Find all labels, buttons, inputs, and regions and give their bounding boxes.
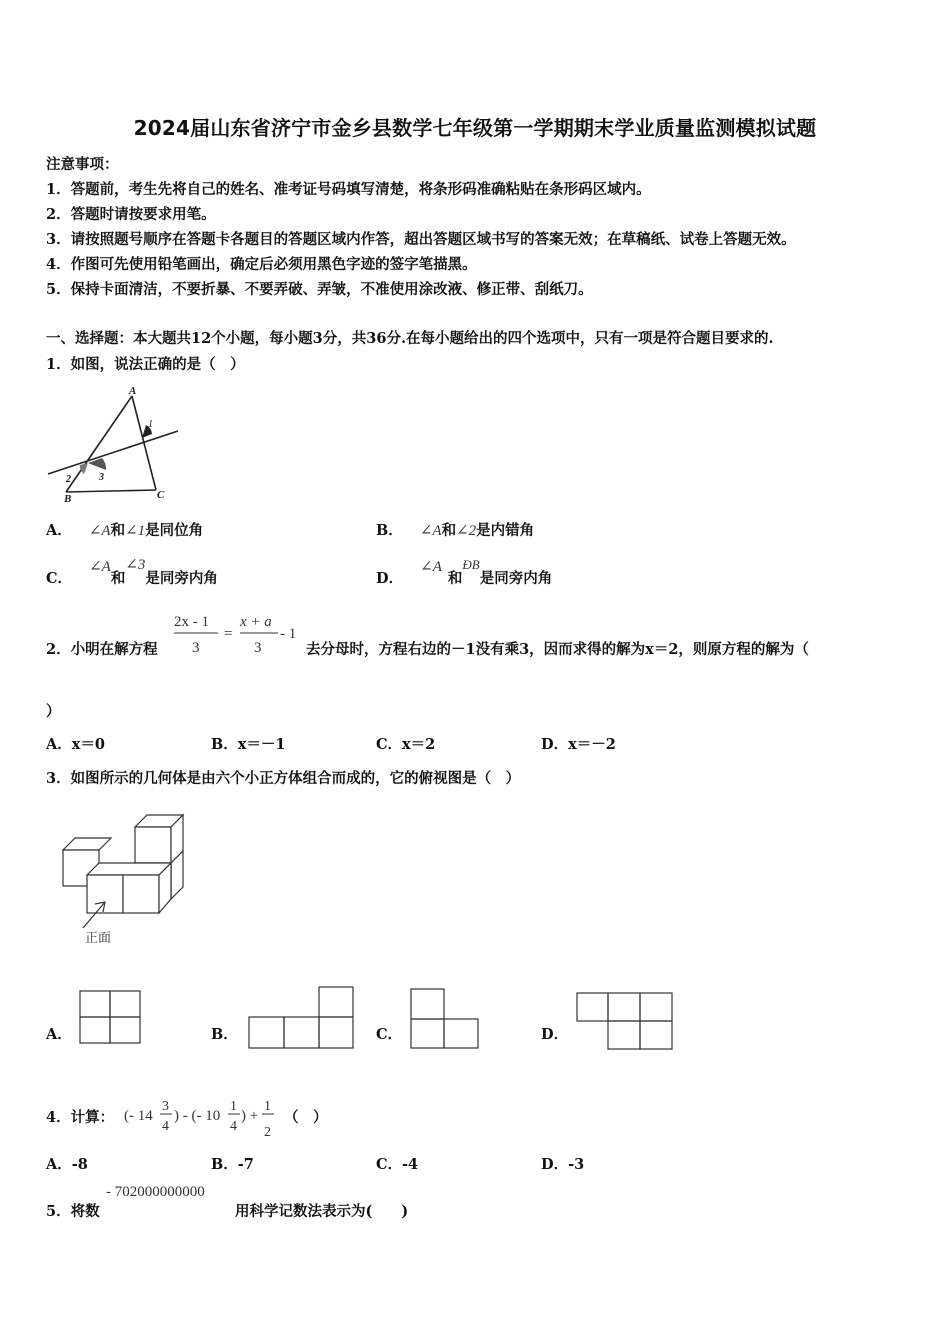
notice-item-5: 5．保持卡面清洁，不要折暴、不要弄破、弄皱，不准使用涂改液、修正带、刮纸刀。 [46, 281, 593, 298]
q3-stem: 3．如图所示的几何体是由六个小正方体组合而成的，它的俯视图是（ ） [46, 770, 521, 787]
q3-cubes [63, 815, 183, 913]
q4-frac1-num: 3 [162, 1099, 169, 1114]
q2-option-b[interactable]: B．x＝－1 [211, 736, 286, 753]
q4-option-b[interactable]: B．-7 [211, 1156, 254, 1173]
q4-frac2-num: 1 [230, 1099, 237, 1114]
q4-frac3-num: 1 [264, 1099, 271, 1114]
q4-part-3: ) + [241, 1108, 259, 1124]
q1-transversal [48, 431, 178, 474]
q1-label-B: B [64, 493, 72, 504]
q2-equation [170, 608, 306, 660]
q4-frac2-den: 4 [230, 1119, 237, 1134]
q1-option-a[interactable]: A． ∠A和∠1是同位角 [46, 522, 204, 539]
q4-expression [122, 1092, 280, 1140]
q5-stem-before: 5．将数 [46, 1203, 100, 1220]
q1-triangle-figure [44, 382, 184, 504]
q3-option-c[interactable]: C． [376, 1026, 403, 1043]
section-heading: 一、选择题：本大题共12个小题，每小题3分，共36分.在每小题给出的四个选项中，只有一项是符合题目要求的. [46, 330, 774, 347]
q1-label-2: 2 [66, 474, 71, 485]
q2-stem-before: 2．小明在解方程 [46, 641, 158, 658]
q3-option-c-view[interactable] [410, 988, 482, 1050]
q3-option-b-view[interactable] [248, 986, 356, 1050]
page-title: 2024届山东省济宁市金乡县数学七年级第一学期期末学业质量监测模拟试题 [133, 116, 817, 140]
q2-left-denominator: 3 [192, 640, 200, 656]
notice-item-2: 2．答题时请按要求用笔。 [46, 206, 216, 223]
q1-label-3: 3 [99, 472, 104, 483]
notice-heading: 注意事项： [46, 156, 119, 173]
q2-left-numerator: 2x - 1 [174, 614, 209, 630]
q4-paren: （ ） [284, 1109, 328, 1126]
q4-option-a[interactable]: A．-8 [46, 1156, 88, 1173]
q4-part-2: ) - (- 10 [174, 1108, 221, 1124]
notice-item-4: 4．作图可先使用铅笔画出，确定后必须用黑色字迹的签字笔描黑。 [46, 256, 477, 273]
q5-number: - 702000000000 [106, 1184, 205, 1200]
q3-option-a[interactable]: A． [46, 1026, 72, 1043]
q3-option-d[interactable]: D． [541, 1026, 569, 1043]
q2-tail: - 1 [280, 626, 297, 642]
q1-label-C: C [157, 489, 165, 501]
q4-option-d[interactable]: D．-3 [541, 1156, 585, 1173]
q2-equals: = [224, 626, 233, 642]
q2-option-a[interactable]: A．x＝0 [46, 736, 105, 753]
q1-angle-2-mark [80, 463, 88, 474]
q3-option-d-view[interactable] [576, 992, 676, 1052]
q1-label-1: 1 [148, 419, 153, 430]
q1-option-d[interactable]: D． ∠A和ÐB是同旁内角 [376, 557, 553, 587]
notice-item-3: 3．请按照题号顺序在答题卡各题目的答题区域内作答，超出答题区域书写的答案无效；在草稿纸、试卷上答题无效。 [46, 231, 796, 248]
q1-option-c[interactable]: C． ∠A和∠3是同旁内角 [46, 557, 218, 587]
q4-frac1-den: 4 [162, 1119, 169, 1134]
q3-cube-figure [55, 810, 195, 950]
q3-front-label: 正面 [85, 931, 112, 946]
q2-right-numerator: x + a [240, 614, 272, 630]
q3-option-a-view[interactable] [79, 990, 143, 1046]
q4-stem: 4．计算： [46, 1109, 115, 1126]
q4-part-1: (- 14 [124, 1108, 153, 1124]
q2-stem-after: 去分母时，方程右边的－1没有乘3，因而求得的解为x＝2，则原方程的解为（ [306, 641, 809, 658]
q2-option-c[interactable]: C．x＝2 [376, 736, 436, 753]
q4-frac3-den: 2 [264, 1125, 271, 1140]
q1-stem: 1．如图，说法正确的是（ ） [46, 356, 245, 373]
notice-item-1: 1．答题前，考生先将自己的姓名、准考证号码填写清楚，将条形码准确粘贴在条形码区域内。 [46, 181, 651, 198]
q5-stem-after: 用科学记数法表示为( ) [235, 1203, 409, 1220]
q2-right-denominator: 3 [254, 640, 262, 656]
q1-label-A: A [129, 385, 137, 397]
q1-option-b[interactable]: B． ∠A和∠2是内错角 [376, 522, 535, 539]
q3-option-b[interactable]: B． [211, 1026, 238, 1043]
q1-triangle [66, 396, 156, 492]
q2-stem-close: ） [46, 703, 61, 720]
q2-option-d[interactable]: D．x＝－2 [541, 736, 616, 753]
q4-option-c[interactable]: C．-4 [376, 1156, 419, 1173]
